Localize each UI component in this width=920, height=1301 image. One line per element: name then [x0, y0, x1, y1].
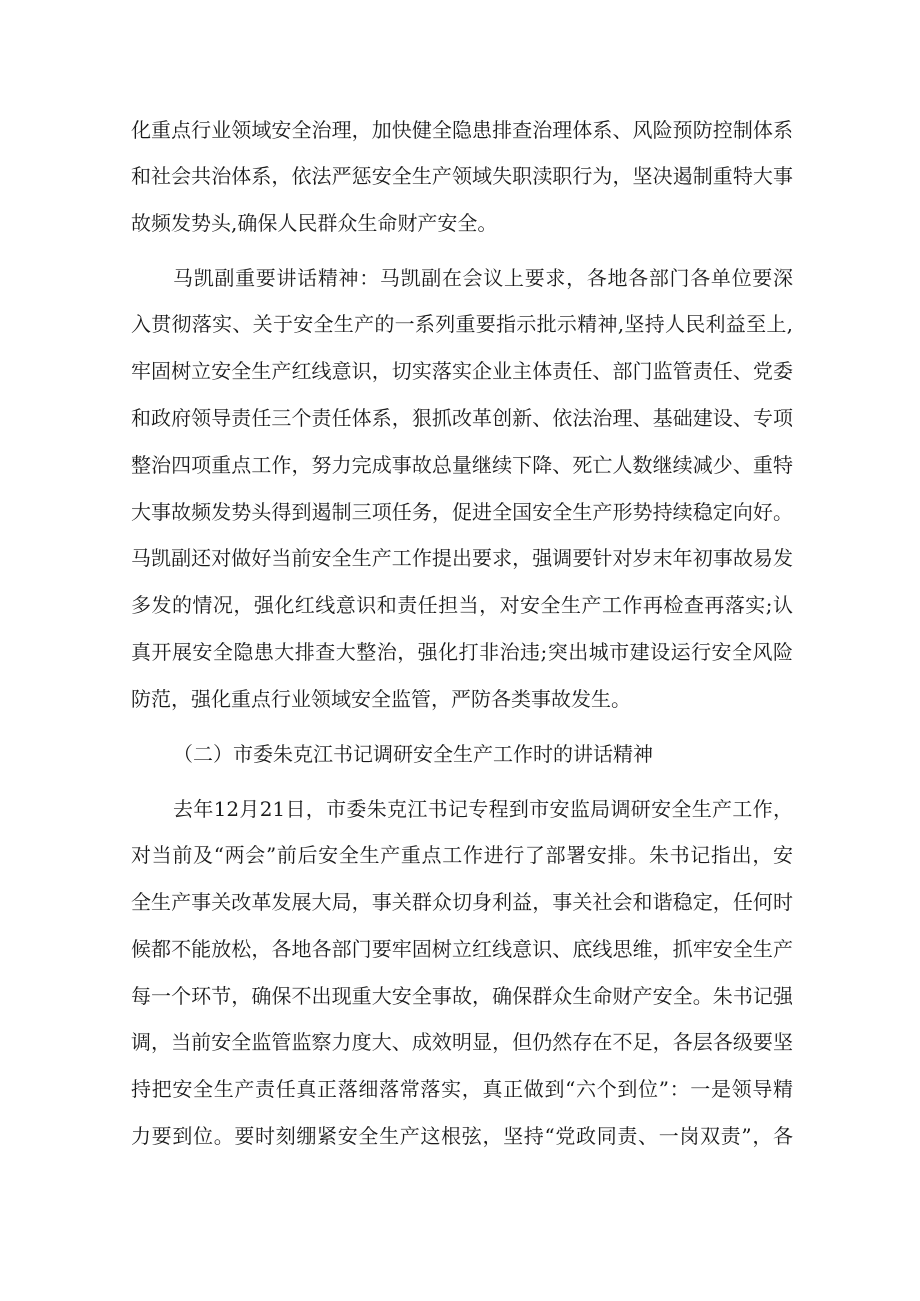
text-line: 对当前及“两会”前后安全生产重点工作进行了部署安排。朱书记指出，安 [131, 843, 793, 867]
text-line: 故频发势头,确保人民群众生命财产安全。 [131, 211, 498, 235]
text-line: 调，当前安全监管监察力度大、成效明显，但仍然存在不足，各层各级要坚 [131, 1030, 793, 1054]
text-line: 候都不能放松，各地各部门要牢固树立红线意识、底线思维，抓牢安全生产 [131, 937, 793, 961]
text-line: 牢固树立安全生产红线意识，切实落实企业主体责任、部门监管责任、党委 [131, 359, 793, 383]
section-heading: （二）市委朱克江书记调研安全生产工作时的讲话精神 [173, 742, 653, 766]
text-line: 力要到位。要时刻绷紧安全生产这根弦，坚持“党政同责、一岗双责”，各 [131, 1124, 793, 1148]
text-line: 入贯彻落实、关于安全生产的一系列重要指示批示精神,坚持人民利益至上, [131, 312, 793, 336]
text-line: 整治四项重点工作，努力完成事故总量继续下降、死亡人数继续减少、重特 [131, 453, 793, 477]
text-line: 全生产事关改革发展大局，事关群众切身利益，事关社会和谐稳定，任何时 [131, 890, 793, 914]
text-line: 多发的情况，强化红线意识和责任担当，对安全生产工作再检查再落实;认 [131, 593, 793, 617]
text-line: 马凯副还对做好当前安全生产工作提出要求，强调要针对岁末年初事故易发 [131, 546, 793, 570]
text-line: 大事故频发势头得到遏制三项任务，促进全国安全生产形势持续稳定向好。 [131, 500, 793, 524]
text-line: 每一个环节，确保不出现重大安全事故，确保群众生命财产安全。朱书记强 [131, 984, 793, 1008]
text-line: 和社会共治体系，依法严惩安全生产领域失职渎职行为，坚决遏制重特大事 [131, 164, 793, 188]
text-line: 马凯副重要讲话精神：马凯副在会议上要求，各地各部门各单位要深 [173, 266, 793, 290]
text-line: 去年12月21日，市委朱克江书记专程到市安监局调研安全生产工作， [173, 797, 793, 821]
text-line: 持把安全生产责任真正落细落常落实，真正做到“六个到位”：一是领导精 [131, 1077, 793, 1101]
text-line: 化重点行业领域安全治理，加快健全隐患排查治理体系、风险预防控制体系 [131, 118, 793, 142]
text-line: 防范，强化重点行业领域安全监管，严防各类事故发生。 [131, 687, 631, 711]
text-line: 和政府领导责任三个责任体系，狠抓改革创新、依法治理、基础建设、专项 [131, 406, 793, 430]
text-line: 真开展安全隐患大排查大整治，强化打非治违;突出城市建设运行安全风险 [131, 640, 793, 664]
